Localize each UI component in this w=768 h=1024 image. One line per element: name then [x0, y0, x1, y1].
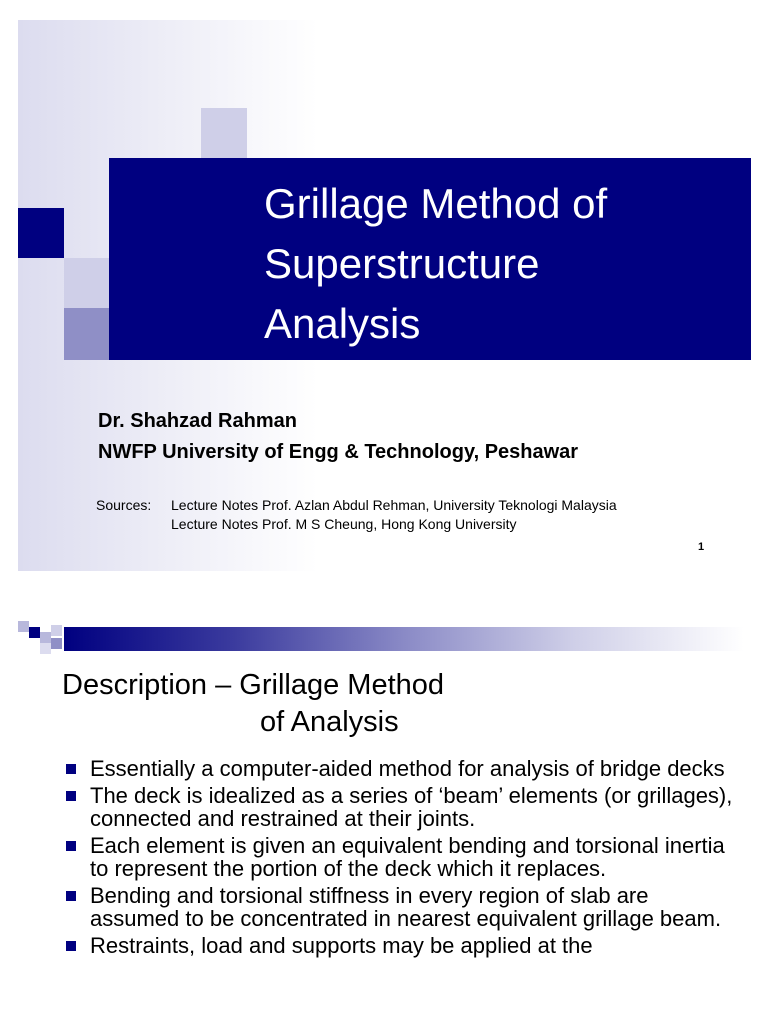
slide-title	[264, 174, 744, 354]
corner-decor-square	[29, 627, 40, 638]
source-entry: Lecture Notes Prof. Azlan Abdul Rehman, University Teknologi Malaysia	[171, 497, 617, 513]
square-bullet-icon	[66, 791, 76, 801]
list-item	[62, 757, 742, 780]
list-item	[62, 934, 742, 957]
source-entry: Lecture Notes Prof. M S Cheung, Hong Kong University	[171, 516, 517, 532]
sources-block	[96, 496, 617, 534]
title-line: Analysis	[264, 300, 421, 347]
heading-line: Description – Grillage Method	[62, 669, 445, 701]
title-line: Superstructure	[264, 240, 540, 287]
author-affiliation: NWFP University of Engg & Technology, Peshawar	[98, 441, 579, 463]
corner-decor-square	[51, 625, 62, 636]
list-item-text: Bending and torsional stiffness in every region of slab are assumed to be concentrated in nearest equivalent grillage beam.	[90, 883, 722, 931]
slide-page-number: 1	[698, 541, 705, 553]
list-item-text: Each element is given an equivalent bending and torsional inertia to represent the portion of the deck which it replaces.	[90, 833, 725, 881]
bullet-list	[62, 757, 742, 961]
square-bullet-icon	[66, 841, 76, 851]
source-row	[96, 496, 617, 515]
corner-decor-square	[51, 638, 62, 649]
decor-square	[18, 208, 64, 258]
decor-square	[64, 258, 109, 308]
list-item-text: Restraints, load and supports may be applied at the	[90, 933, 593, 958]
decor-square	[201, 108, 247, 158]
sources-label: Sources:	[96, 497, 152, 513]
author-block	[98, 406, 578, 468]
square-bullet-icon	[66, 764, 76, 774]
content-slide	[18, 605, 751, 1024]
list-item-text: Essentially a computer-aided method for analysis of bridge decks	[90, 756, 725, 781]
title-line: Grillage Method of	[264, 180, 608, 227]
heading-line: of Analysis	[260, 706, 399, 738]
author-name: Dr. Shahzad Rahman	[98, 410, 297, 432]
square-bullet-icon	[66, 891, 76, 901]
list-item	[62, 834, 742, 880]
slide-heading	[62, 667, 444, 741]
list-item	[62, 784, 742, 830]
decor-square	[64, 308, 109, 360]
list-item-text: The deck is idealized as a series of ‘beam’ elements (or grillages), connected and restrained at their joints.	[90, 783, 733, 831]
corner-decor-square	[40, 643, 51, 654]
corner-decor-square	[18, 621, 29, 632]
title-slide	[18, 20, 751, 571]
header-gradient-rule	[64, 627, 744, 651]
corner-decor-square	[40, 632, 51, 643]
list-item	[62, 884, 742, 930]
source-row	[96, 515, 617, 534]
square-bullet-icon	[66, 941, 76, 951]
